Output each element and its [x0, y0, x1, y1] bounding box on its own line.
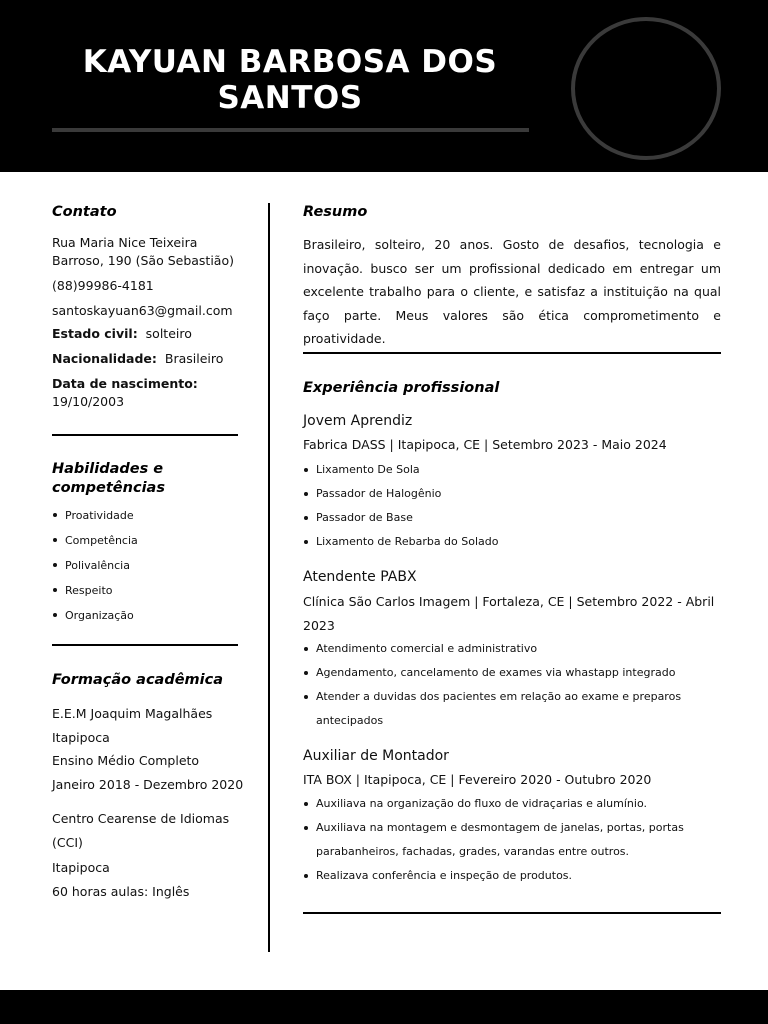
name-line-1: KAYUAN BARBOSA DOS — [82, 44, 498, 80]
education-title: Formação acadêmica — [52, 672, 224, 688]
skills-list — [52, 503, 242, 628]
job-2-company-line-2: 2023 — [303, 617, 335, 633]
photo-placeholder-circle — [571, 17, 721, 160]
experience-divider — [303, 912, 721, 914]
task-item-line-1: Atender a duvidas dos pacientes em relação ao exame e preparos — [316, 690, 682, 703]
task-item: Lixamento De Sola — [303, 458, 721, 482]
task-item — [303, 816, 721, 864]
job-2-company — [303, 590, 721, 637]
contact-email: santoskayuan63@gmail.com — [52, 303, 233, 318]
skill-item: Competência — [52, 528, 242, 553]
job-3-tasks — [303, 792, 721, 888]
education-period: Janeiro 2018 - Dezembro 2020 — [52, 776, 244, 792]
course-city: Itapipoca — [52, 859, 110, 875]
name-line-2: SANTOS — [217, 80, 363, 116]
course-school: Centro Cearense de Idiomas — [52, 811, 230, 826]
skill-item: Proatividade — [52, 503, 242, 528]
contact-section — [52, 203, 242, 222]
estado-civil-value: solteiro — [145, 326, 192, 341]
contact-title: Contato — [52, 204, 117, 220]
job-2-role: Atendente PABX — [303, 569, 417, 585]
summary-text: Brasileiro, solteiro, 20 anos. Gosto de desafios, tecnologia e inovação. busco ser um profissional dedicado em entregar um excelente trabalho para o cliente, e satisfaz a instituição na qual faço parte. Meus valores são ética comprometimento e proatividade. — [303, 237, 721, 346]
address-line-1: Rua Maria Nice Teixeira — [52, 235, 198, 250]
education-city: Itapipoca — [52, 729, 110, 745]
job-3-company: ITA BOX | Itapipoca, CE | Fevereiro 2020 - Outubro 2020 — [303, 772, 652, 787]
data-nascimento — [52, 375, 242, 411]
skills-divider — [52, 644, 238, 646]
column-divider — [268, 203, 270, 952]
task-item: Atendimento comercial e administrativo — [303, 637, 721, 661]
name-underline — [52, 128, 529, 132]
task-item-line-2: parabanheiros, fachadas, grades, varandas entre outros. — [316, 845, 630, 858]
nascimento-label: Data de nascimento: — [52, 376, 198, 391]
estado-civil-label: Estado civil: — [52, 326, 138, 341]
job-1-company: Fabrica DASS | Itapipoca, CE | Setembro 2023 - Maio 2024 — [303, 437, 667, 452]
skills-title-line-2: competências — [52, 480, 165, 496]
nacionalidade-value: Brasileiro — [164, 351, 224, 366]
job-2-tasks — [303, 637, 721, 733]
contact-phone: (88)99986-4181 — [52, 278, 154, 293]
job-3-role: Auxiliar de Montador — [303, 748, 449, 764]
experience-title: Experiência profissional — [303, 380, 500, 396]
task-item: Passador de Halogênio — [303, 482, 721, 506]
summary-divider — [303, 352, 721, 354]
task-item-line-2: antecipados — [316, 714, 384, 727]
task-item: Realizava conferência e inspeção de produtos. — [303, 864, 721, 888]
education-block-2 — [52, 807, 252, 905]
task-item-line-1: Auxiliava na montagem e desmontagem de janelas, portas, portas — [316, 821, 684, 834]
footer-bar — [0, 990, 768, 1024]
job-1-role: Jovem Aprendiz — [303, 413, 413, 429]
nacionalidade — [52, 350, 242, 368]
skills-title — [52, 460, 242, 498]
task-item: Agendamento, cancelamento de exames via whastapp integrado — [303, 661, 721, 685]
task-item: Passador de Base — [303, 506, 721, 530]
skill-item: Polivalência — [52, 553, 242, 578]
education-level: Ensino Médio Completo — [52, 753, 200, 769]
education-block-1 — [52, 702, 252, 796]
summary-title: Resumo — [303, 204, 368, 220]
job-2-company-line-1: Clínica São Carlos Imagem | Fortaleza, CE | Setembro 2022 - Abril — [303, 594, 715, 609]
task-item — [303, 685, 721, 733]
address-line-2: Barroso, 190 (São Sebastião) — [52, 253, 234, 268]
task-item: Auxiliava na organização do fluxo de vidraçarias e alumínio. — [303, 792, 721, 816]
education-school: E.E.M Joaquim Magalhães — [52, 706, 213, 721]
candidate-name — [52, 44, 528, 116]
skill-item: Organização — [52, 603, 242, 628]
course-hours: 60 horas aulas: Inglês — [52, 884, 190, 900]
nacionalidade-label: Nacionalidade: — [52, 351, 157, 366]
course-school-abbr: (CCI) — [52, 835, 83, 851]
header-banner — [0, 0, 768, 172]
contact-divider — [52, 434, 238, 436]
nascimento-value: 19/10/2003 — [52, 394, 125, 409]
skill-item: Respeito — [52, 578, 242, 603]
job-1-tasks — [303, 458, 721, 554]
task-item: Lixamento de Rebarba do Solado — [303, 530, 721, 554]
skills-title-line-1: Habilidades e — [52, 461, 164, 477]
estado-civil — [52, 325, 242, 343]
contact-address — [52, 234, 242, 270]
